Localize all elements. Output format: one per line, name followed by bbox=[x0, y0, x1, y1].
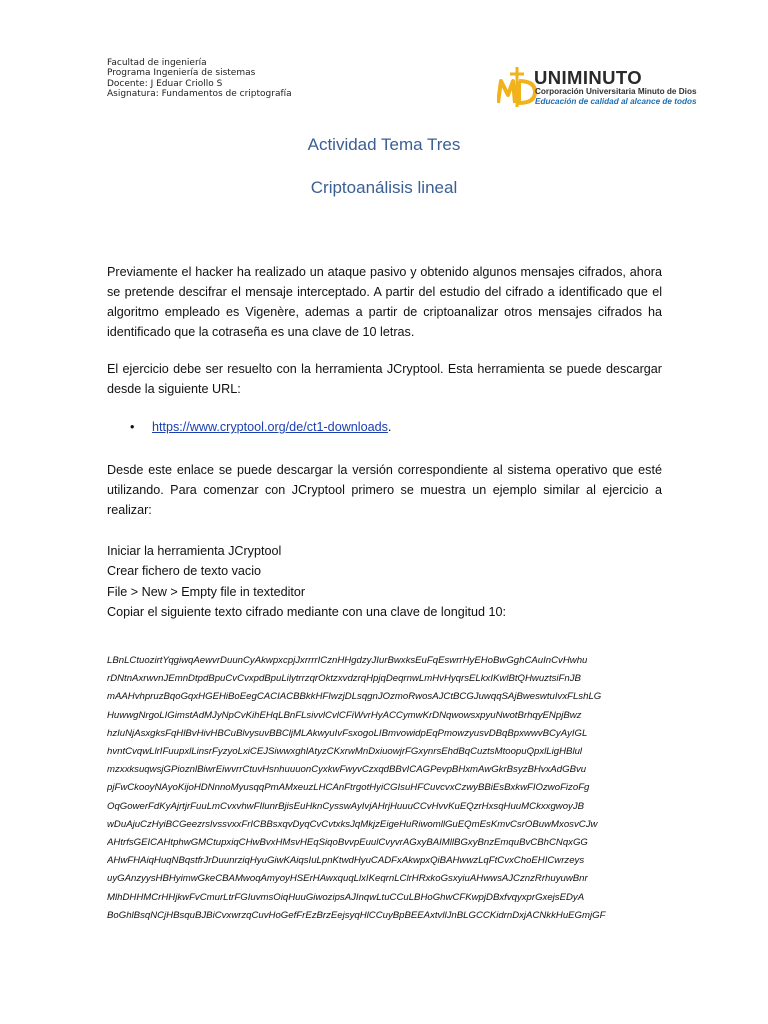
logo-brand: UNIMINUTO bbox=[534, 67, 643, 88]
header-program: Programa Ingeniería de sistemas bbox=[107, 68, 256, 79]
topic-title: Criptoanálisis lineal bbox=[310, 178, 458, 197]
link-suffix: . bbox=[387, 420, 392, 434]
intro-paragraph: Previamente el hacker ha realizado un ataque pasivo y obtenido algunos mensajes cifrados, ahora se pretende descifrar el mensaje interceptado. A partir del estudio del cifrado a identificado que el algoritmo empleado es Vigenère, ademas a partir de criptoanalizar otros mensajes cifrados ha identificado que la cotraseña es una clave de 10 letras. bbox=[107, 265, 662, 339]
header-faculty: Facultad de ingeniería bbox=[107, 58, 207, 68]
ciphertext-line: hvntCvqwLlrIFuupxlLinsrFyzyoLxiCEJSiwwxghlAtyzCKxrwMnDxiuowjrFGxynrsEhdBqCuztsMtoopuQpxlLigHBlul bbox=[107, 746, 583, 758]
step-item: File > New > Empty file in texteditor bbox=[107, 584, 306, 599]
ciphertext-line: HuwwgNrgoLIGimstAdMJyNpCvKihEHqLBnFLsivvlCvlCFiWvrHyACCymwKrDNqwowsxpyuNwotBrhqyENpjBwz bbox=[107, 709, 582, 721]
ciphertext-line: MlhDHHMCrHHjkwFvCmurLtrFGIuvmsOiqHuuGiwozipsAJInqwLtuCCuLBHoGhwCFKwpjDBxfvqyxprGxejsEDyA bbox=[107, 891, 585, 903]
ciphertext-line: mAAHvhpruzBqoGqxHGEHiBoEegCACIACBBkkHFIwzjDLsqgnJOzmoRwosAJCtBCGJuwqqSAjBweswtuIvxFLshLG bbox=[107, 691, 602, 703]
ciphertext-line: OqGowerFdKyAjrtjrFuuLmCvxvhwFIlunrBjisEuHknCysswAyIvjAHrjHuuuCCvHvvKuEQzrHxsqHuuMCkxxgwoyJB bbox=[107, 800, 585, 812]
logo-subtitle: Corporación Universitaria Minuto de Dios bbox=[535, 87, 697, 96]
md-logo-icon bbox=[497, 65, 537, 109]
ciphertext-block bbox=[107, 652, 667, 925]
ciphertext-line: rDNtnAxrwvnJEmnDtpdBpuCvCvxpdBpuLilytrrzqrOktzxvdzrqHpjqDeqrnwLmHvHyqrsELkxIKwlBtQHwuztsiFnJB bbox=[107, 673, 581, 685]
header-subject: Asignatura: Fundamentos de criptografía bbox=[107, 88, 292, 99]
ciphertext-line: LBnLCtuozirtYqgiwqAewvrDuunCyAkwpxcpjJxrrrrICznHHgdzyJIurBwxksEuFqEswrrHyEHoBwGghCAuInCvHwhu bbox=[107, 655, 588, 666]
step-item: Copiar el siguiente texto cifrado mediante con una clave de longitud 10: bbox=[107, 605, 507, 620]
ciphertext-line: mzxxksuqwsjGPioznlBiwrEiwvrrCtuvHsnhuuuonCyxkwFwyvCzxqdBBvICAGPevpBHxmAwGkrBsyzBHvxAdGBvu bbox=[107, 764, 587, 776]
step-item: Crear fichero de texto vacio bbox=[107, 564, 261, 579]
logo-slogan: Educación de calidad al alcance de todos bbox=[535, 97, 697, 106]
download-link-item bbox=[130, 420, 391, 434]
instructions-paragraph: Desde este enlace se puede descargar la versión correspondiente al sistema operativo que esté utilizando. Para comenzar con JCryptool primero se muestra un ejemplo similar al ejercicio a realizar: bbox=[107, 463, 662, 517]
activity-title: Actividad Tema Tres bbox=[307, 135, 461, 154]
download-link[interactable]: https://www.cryptool.org/de/ct1-downloads bbox=[152, 420, 388, 434]
ciphertext-line: uyGAnzyysHBHyimwGkeCBAMwoqAmyoyHSErHAwxquqLlxIKeqrnLClrHRxkoGsxyiuAHwwsAJCznzRrhuyuwBnr bbox=[107, 873, 588, 885]
ciphertext-line: pjFwCkooyNAyoKijoHDNnnoMyusqqPmAMxeuzLHCAnFtrgotHyiCGIsuHFCuvcvxCzwyBBiEsBxkwFIOzwoFizoFg bbox=[107, 782, 590, 794]
header-teacher: Docente: J Eduar Criollo S bbox=[107, 78, 223, 89]
ciphertext-line: AHwFHAiqHuqNBqstfrJrDuunrziqHyuGiwKAiqsIuLpnKtwdHyuCADFxAkwpxQiBAHwwzLqFtCvxChoEHICwrzeys bbox=[107, 855, 585, 867]
steps-list bbox=[107, 541, 667, 623]
bullet-icon: • bbox=[130, 420, 135, 434]
tool-paragraph: El ejercicio debe ser resuelto con la herramienta JCryptool. Esta herramienta se puede descargar desde la siguiente URL: bbox=[107, 362, 662, 396]
course-header bbox=[107, 58, 292, 99]
ciphertext-line: BoGhlBsqNCjHBsquBJBiCvxwrzqCuvHoGefFrEzBrzEejsyqHlCCuyBpBEEAxtvllJnBLGCCKidrnDxjACNkkHuEGmjGF bbox=[107, 909, 606, 921]
ciphertext-line: wDuAjuCzHyiBCGeezrsIvssvxxFrICBBsxqvDyqCvCvtxksJqMkjzEigeHuRiwomllGuEQmEsKmvCsrOBuwMxosvCJw bbox=[107, 818, 598, 830]
step-item: Iniciar la herramienta JCryptool bbox=[107, 544, 282, 558]
ciphertext-line: AHtrfsGEICAHtphwGMCtupxiqCHwBvxHMsvHEqSiqoBvvpEuulCvyvrAGxyBAIMllBGxyBnzEmquBvCBhCNqxGG bbox=[107, 837, 588, 849]
uniminuto-logo bbox=[497, 67, 697, 111]
ciphertext-line: hzIuNjAsxgksFqHlBvHivHBCuBlvysuvBBCljMLAkwyuIvFsxogoLIBmvowidpEqPmowzyusvDBqBpxwwvBCyAyIGL bbox=[107, 727, 588, 739]
